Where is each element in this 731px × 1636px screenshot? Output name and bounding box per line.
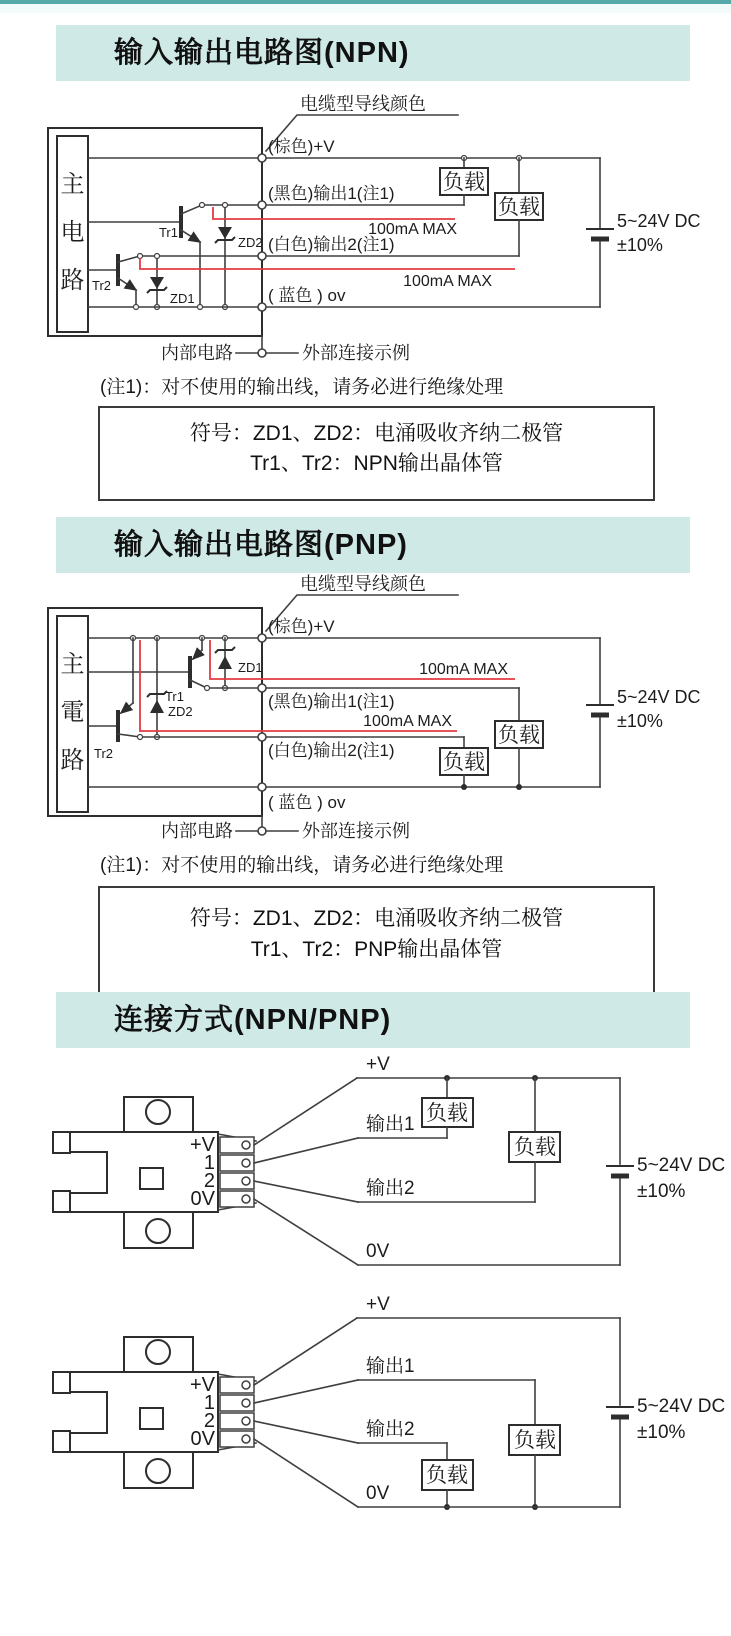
- main-circuit-char: 路: [60, 747, 85, 774]
- pnp-circuit-diagram: [48, 574, 701, 841]
- load-label: 负载: [498, 724, 540, 747]
- sensor-window: [140, 1168, 163, 1189]
- zero-volt-net: [358, 1241, 620, 1265]
- legend-line: Tr1、Tr2：PNP输出晶体管: [250, 938, 503, 961]
- section-title: 输入输出电路图(PNP): [114, 529, 408, 561]
- output1-net: [200, 184, 465, 209]
- output2-label: 输出2: [366, 1178, 415, 1199]
- mounting-hole: [146, 1459, 170, 1483]
- mounting-hole: [146, 1219, 170, 1243]
- fanout-wire: [254, 1078, 357, 1145]
- terminal-circle: [258, 783, 266, 791]
- cable-color-label: 电缆型导线颜色: [300, 94, 426, 114]
- fanout-wire: [254, 1318, 357, 1385]
- connection-diagram-npn: [53, 1054, 725, 1265]
- terminal-circle: [258, 733, 266, 741]
- tr1-label: Tr1: [158, 225, 178, 240]
- connection-diagram-pnp: [53, 1294, 725, 1510]
- output1-net: [205, 684, 520, 711]
- pin-hole: [242, 1141, 250, 1149]
- zener-zd1: [147, 254, 195, 310]
- load-label: 负载: [514, 1429, 556, 1452]
- power-supply: [586, 158, 701, 307]
- sensor-foot: [53, 1132, 70, 1153]
- terminal-circle: [258, 252, 266, 260]
- load-label: 负载: [498, 196, 540, 219]
- junction-dot: [461, 784, 467, 790]
- wire-brown-label: (棕色)+V: [268, 617, 335, 636]
- cable-color-label: 电缆型导线颜色: [300, 574, 426, 594]
- section-header-npn: [56, 25, 690, 81]
- supply-voltage-label: 5~24V DC: [637, 1155, 726, 1176]
- emitter-wire: [121, 703, 133, 713]
- load-1: [509, 1380, 560, 1510]
- output2-net: [358, 1177, 535, 1202]
- fanout-wire: [254, 1138, 358, 1163]
- top-light-band: [0, 4, 731, 13]
- npn-note: (注1)：对不使用的输出线，请务必进行绝缘处理: [100, 377, 504, 398]
- supply-voltage-label: 5~24V DC: [637, 1396, 726, 1417]
- terminal-label: +V: [189, 1374, 215, 1396]
- emitter-wire: [118, 278, 136, 290]
- mounting-hole: [146, 1100, 170, 1124]
- wire-blue-label: ( 蓝色 ) ov: [268, 793, 346, 812]
- vplus-net: [357, 1054, 620, 1081]
- power-supply: [586, 638, 701, 787]
- emitter-wire: [181, 230, 200, 242]
- junction: [138, 735, 143, 740]
- supply-voltage-label: 5~24V DC: [617, 687, 701, 707]
- section-title: 输入输出电路图(NPN): [114, 37, 410, 69]
- pnp-note: (注1)：对不使用的输出线，请务必进行绝缘处理: [100, 855, 504, 876]
- vplus-net: [88, 617, 600, 642]
- section-title: 连接方式(NPN/PNP): [114, 1004, 392, 1036]
- load-label: 负载: [514, 1136, 556, 1159]
- vplus-net: [357, 1294, 620, 1318]
- external-connection-label: 外部连接示例: [302, 343, 410, 363]
- load-2: [440, 737, 488, 790]
- terminal-label: 0V: [190, 1428, 215, 1450]
- supply-voltage-label: 5~24V DC: [617, 211, 701, 231]
- supply-tolerance-label: ±10%: [637, 1422, 686, 1443]
- pin-hole: [242, 1159, 250, 1167]
- terminal-label: +V: [189, 1134, 215, 1156]
- power-supply: [606, 1078, 725, 1265]
- zero-volt-label: 0V: [366, 1483, 390, 1504]
- supply-tolerance-label: ±10%: [617, 235, 663, 255]
- sensor-foot: [53, 1191, 70, 1212]
- legend-line: 符号：ZD1、ZD2：电涌吸收齐纳二极管: [189, 907, 564, 930]
- terminal-label: 2: [203, 1170, 215, 1192]
- zener-zd1: [215, 638, 263, 691]
- fanout-wire: [254, 1380, 358, 1403]
- sensor-foot: [53, 1372, 70, 1393]
- terminal-label: 2: [203, 1410, 215, 1432]
- transistor-tr1: [88, 638, 207, 704]
- current-max-label: 100mA MAX: [368, 221, 457, 238]
- internal-circuit-label: 内部电路: [161, 821, 233, 841]
- fanout-wire: [254, 1199, 358, 1265]
- junction: [198, 305, 203, 310]
- supply-tolerance-label: ±10%: [637, 1181, 686, 1202]
- fanout-wire: [254, 1439, 358, 1507]
- load-label: 负载: [443, 171, 485, 194]
- junction: [205, 686, 210, 691]
- transistor-tr2: [88, 638, 140, 761]
- zd2-label: ZD2: [238, 235, 263, 250]
- load-1: [440, 156, 488, 206]
- junction: [200, 203, 205, 208]
- sensor-window: [140, 1408, 163, 1429]
- pin-hole: [242, 1435, 250, 1443]
- terminal-circle: [258, 201, 266, 209]
- zero-volt-net: [358, 1483, 620, 1507]
- fanout-wire: [254, 1421, 358, 1443]
- pin-hole: [242, 1177, 250, 1185]
- wire-black-label: (黑色)输出1(注1): [268, 692, 395, 711]
- internal-external-divider: [161, 816, 410, 841]
- pin-hole: [242, 1381, 250, 1389]
- legend-line: Tr1、Tr2：NPN输出晶体管: [250, 452, 503, 475]
- mounting-hole: [146, 1340, 170, 1364]
- main-circuit-char: 主: [60, 171, 85, 198]
- terminal-circle: [258, 684, 266, 692]
- output1-net: [358, 1355, 535, 1380]
- output2-label: 输出2: [366, 1419, 415, 1440]
- junction: [138, 254, 143, 259]
- zd2-label: ZD2: [168, 704, 193, 719]
- junction: [155, 254, 160, 259]
- load-1: [422, 1078, 473, 1138]
- internal-circuit-label: 内部电路: [161, 343, 233, 363]
- supply-tolerance-label: ±10%: [617, 711, 663, 731]
- zener-triangle: [218, 227, 232, 239]
- collector-wire: [118, 734, 140, 737]
- load-1: [495, 688, 543, 790]
- wire-white-label: (白色)输出2(注1): [268, 741, 395, 760]
- output1-label: 输出1: [366, 1356, 415, 1377]
- current-path-1: [213, 207, 455, 219]
- junction: [134, 305, 139, 310]
- output2-net: [358, 1418, 447, 1443]
- wire-white-label: (白色)输出2(注1): [268, 235, 395, 254]
- load-label: 负载: [443, 751, 485, 774]
- terminal-label: 1: [203, 1152, 215, 1174]
- load-label: 负载: [426, 1102, 468, 1125]
- junction: [223, 203, 228, 208]
- vplus-net: [88, 137, 600, 162]
- zener-triangle: [218, 656, 232, 669]
- divider-circle: [258, 349, 266, 357]
- main-circuit-char: 电: [60, 219, 85, 246]
- output2-net: [138, 733, 465, 760]
- zd1-label: ZD1: [170, 291, 195, 306]
- wire-brown-label: (棕色)+V: [268, 137, 335, 156]
- collector-wire: [118, 256, 140, 262]
- internal-external-divider: [161, 336, 410, 363]
- section-header-connection: [56, 992, 690, 1048]
- vplus-label: +V: [366, 1054, 390, 1075]
- zero-volt-net: [88, 783, 600, 812]
- section-header-pnp: [56, 517, 690, 573]
- terminal-circle: [258, 154, 266, 162]
- zener-triangle: [150, 277, 164, 289]
- terminal-label: 1: [203, 1392, 215, 1414]
- wire-black-label: (黑色)输出1(注1): [268, 184, 395, 203]
- current-max-label: 100mA MAX: [419, 661, 508, 678]
- external-connection-label: 外部连接示例: [302, 821, 410, 841]
- tr1-label: Tr1: [164, 689, 184, 704]
- mounting-tab: [124, 1097, 193, 1132]
- load-2: [495, 156, 543, 257]
- npn-symbol-legend-box: [98, 406, 655, 501]
- terminal-label: 0V: [190, 1188, 215, 1210]
- zero-volt-label: 0V: [366, 1241, 390, 1262]
- load-label: 负载: [426, 1464, 468, 1487]
- terminal-circle: [258, 303, 266, 311]
- sensor-foot: [53, 1431, 70, 1452]
- load-2: [422, 1443, 473, 1510]
- load-2: [509, 1078, 560, 1202]
- main-circuit-char: 主: [60, 651, 85, 678]
- fanout-wire: [254, 1181, 358, 1202]
- tr2-label: Tr2: [94, 746, 114, 761]
- terminal-circle: [258, 634, 266, 642]
- current-max-label: 100mA MAX: [363, 713, 452, 730]
- pnp-symbol-legend-box: [98, 886, 655, 995]
- pin-hole: [242, 1399, 250, 1407]
- current-path-2: [140, 258, 515, 269]
- emitter-wire: [193, 650, 202, 659]
- wire-blue-label: ( 蓝色 ) ov: [268, 286, 346, 305]
- vplus-label: +V: [366, 1294, 390, 1315]
- junction-dot: [516, 784, 522, 790]
- slot-sensor-body: [53, 1097, 256, 1248]
- pin-hole: [242, 1195, 250, 1203]
- mounting-tab: [124, 1337, 193, 1372]
- collector-wire: [181, 205, 202, 214]
- zener-triangle: [150, 700, 164, 713]
- legend-line: 符号：ZD1、ZD2：电涌吸收齐纳二极管: [189, 422, 564, 445]
- divider-circle: [258, 827, 266, 835]
- transistor-tr2: [88, 254, 140, 307]
- output1-label: 输出1: [366, 1114, 415, 1135]
- pin-hole: [242, 1417, 250, 1425]
- tr2-label: Tr2: [92, 278, 112, 293]
- main-circuit-char: 路: [60, 267, 85, 294]
- current-max-label: 100mA MAX: [403, 273, 492, 290]
- zd1-label: ZD1: [238, 660, 263, 675]
- main-circuit-char: 電: [60, 699, 85, 726]
- power-supply: [606, 1318, 725, 1507]
- npn-circuit-diagram: [48, 94, 701, 363]
- slot-sensor-body: [53, 1337, 256, 1488]
